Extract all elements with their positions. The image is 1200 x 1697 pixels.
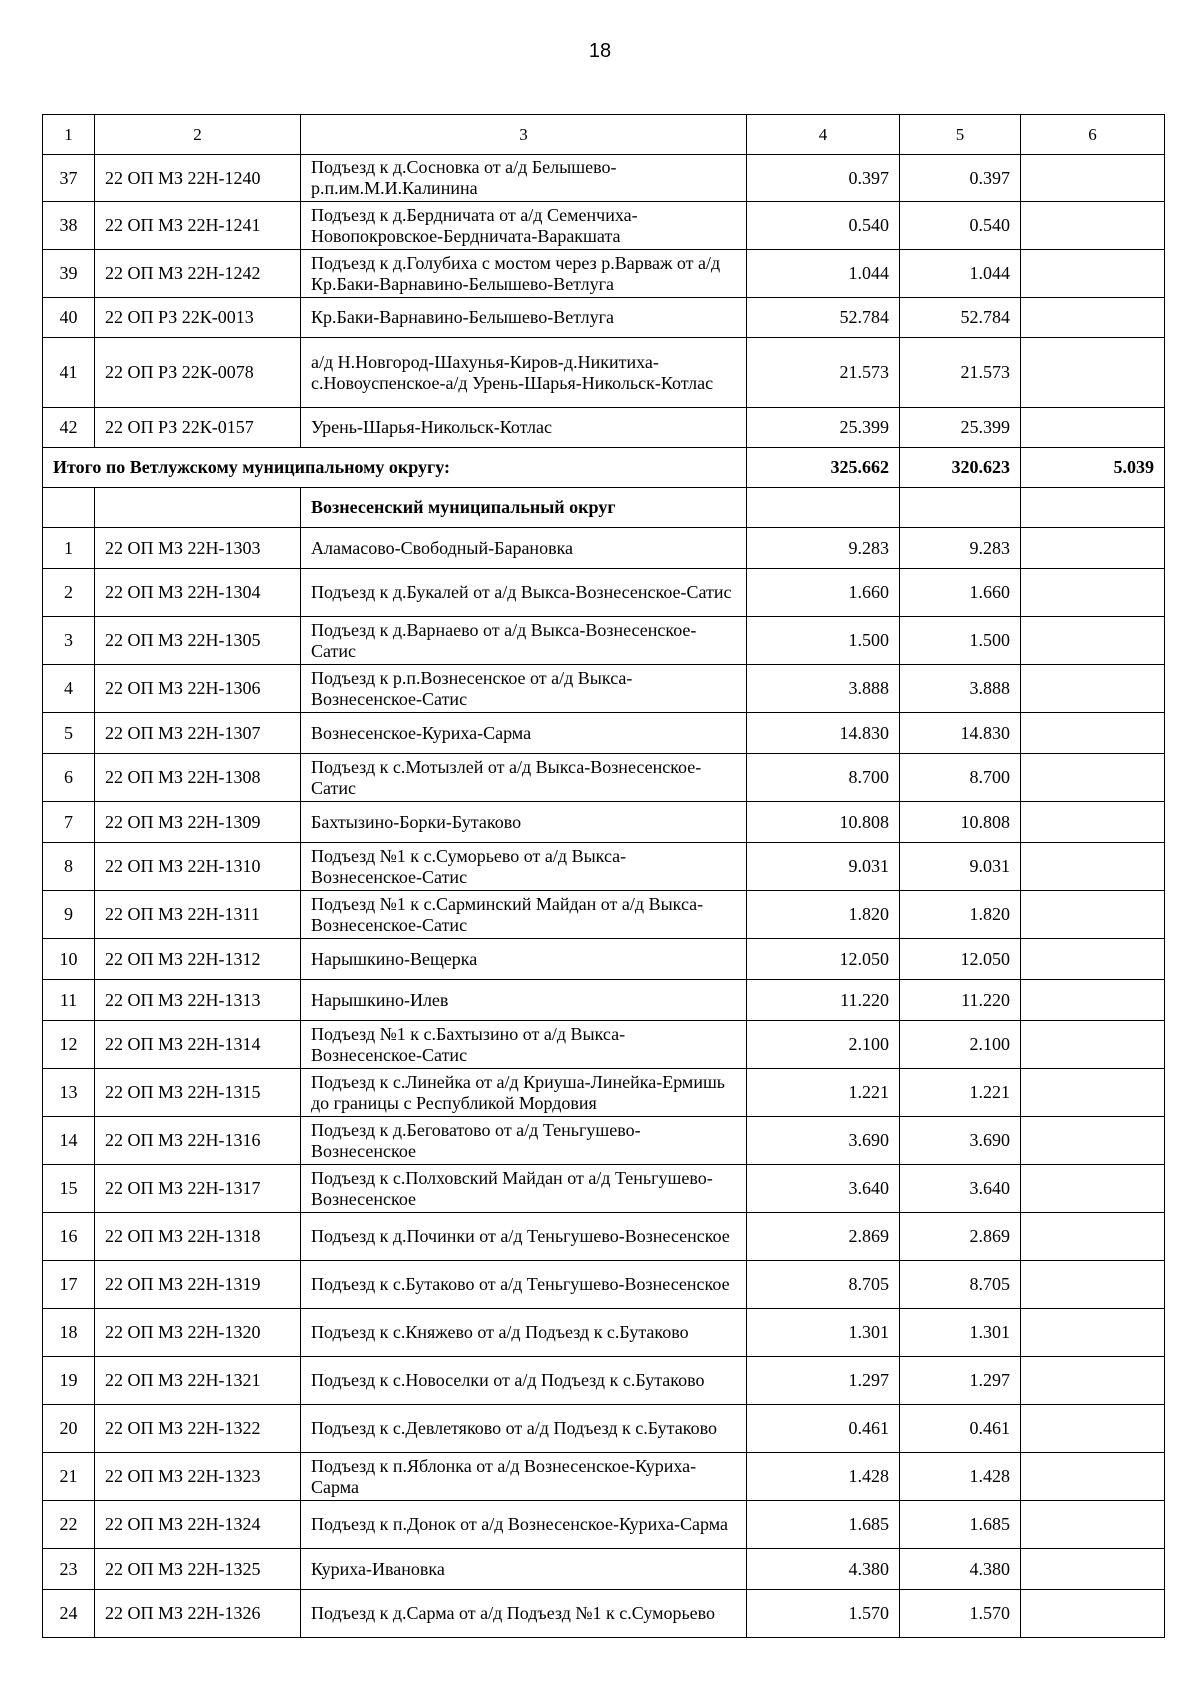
row-number: 3 xyxy=(43,617,95,665)
length-col4: 1.500 xyxy=(747,617,900,665)
length-col6 xyxy=(1021,155,1165,202)
length-col5: 8.705 xyxy=(900,1261,1021,1309)
length-col4: 1.301 xyxy=(747,1309,900,1357)
row-number: 40 xyxy=(43,298,95,338)
road-code: 22 ОП МЗ 22Н-1321 xyxy=(95,1357,301,1405)
length-col5: 1.301 xyxy=(900,1309,1021,1357)
length-col5: 3.640 xyxy=(900,1165,1021,1213)
road-code: 22 ОП РЗ 22К-0013 xyxy=(95,298,301,338)
road-code: 22 ОП МЗ 22Н-1312 xyxy=(95,939,301,980)
table-row xyxy=(43,1357,1165,1405)
table-row xyxy=(43,1069,1165,1117)
road-name: Подъезд к д.Бердничата от а/д Семенчиха-Новопокровское-Бердничата-Варакшата xyxy=(301,202,747,250)
table-row xyxy=(43,1501,1165,1549)
row-number: 8 xyxy=(43,843,95,891)
road-code: 22 ОП МЗ 22Н-1308 xyxy=(95,754,301,802)
table-row xyxy=(43,939,1165,980)
length-col5: 21.573 xyxy=(900,338,1021,408)
length-col4: 1.297 xyxy=(747,1357,900,1405)
row-number: 38 xyxy=(43,202,95,250)
length-col5: 9.283 xyxy=(900,528,1021,569)
road-code: 22 ОП МЗ 22Н-1323 xyxy=(95,1453,301,1501)
road-name: Подъезд к д.Варнаево от а/д Выкса-Вознесенское-Сатис xyxy=(301,617,747,665)
length-col5: 11.220 xyxy=(900,980,1021,1021)
table-row xyxy=(43,1405,1165,1453)
road-code: 22 ОП МЗ 22Н-1325 xyxy=(95,1549,301,1590)
table-row xyxy=(43,1309,1165,1357)
road-name: Бахтызино-Борки-Бутаково xyxy=(301,802,747,843)
table-row xyxy=(43,298,1165,338)
length-col5: 2.100 xyxy=(900,1021,1021,1069)
table-row xyxy=(43,891,1165,939)
road-code: 22 ОП МЗ 22Н-1240 xyxy=(95,155,301,202)
row-number: 17 xyxy=(43,1261,95,1309)
length-col4: 2.100 xyxy=(747,1021,900,1069)
length-col4: 8.705 xyxy=(747,1261,900,1309)
row-number: 20 xyxy=(43,1405,95,1453)
length-col6 xyxy=(1021,569,1165,617)
road-code: 22 ОП МЗ 22Н-1310 xyxy=(95,843,301,891)
length-col4: 11.220 xyxy=(747,980,900,1021)
row-number: 21 xyxy=(43,1453,95,1501)
road-name: Подъезд к с.Бутаково от а/д Теньгушево-Вознесенское xyxy=(301,1261,747,1309)
table-row xyxy=(43,1117,1165,1165)
length-col4: 0.540 xyxy=(747,202,900,250)
row-number: 24 xyxy=(43,1590,95,1638)
length-col5: 1.428 xyxy=(900,1453,1021,1501)
row-number: 41 xyxy=(43,338,95,408)
length-col6 xyxy=(1021,250,1165,298)
row-number: 2 xyxy=(43,569,95,617)
road-code: 22 ОП МЗ 22Н-1318 xyxy=(95,1213,301,1261)
road-name: Нарышкино-Вещерка xyxy=(301,939,747,980)
road-code: 22 ОП МЗ 22Н-1306 xyxy=(95,665,301,713)
row-number: 1 xyxy=(43,528,95,569)
length-col4: 0.397 xyxy=(747,155,900,202)
road-name: Подъезд к д.Сарма от а/д Подъезд №1 к с.Суморьево xyxy=(301,1590,747,1638)
length-col6 xyxy=(1021,1213,1165,1261)
length-col5: 25.399 xyxy=(900,408,1021,448)
section-title: Вознесенский муниципальный округ xyxy=(301,488,747,528)
road-name: а/д Н.Новгород-Шахунья-Киров-д.Никитиха-с.Новоуспенское-а/д Урень-Шарья-Никольск-Котлас xyxy=(301,338,747,408)
road-name: Подъезд к д.Голубиха с мостом через р.Варваж от а/д Кр.Баки-Варнавино-Белышево-Ветлуга xyxy=(301,250,747,298)
total-row xyxy=(43,448,1165,488)
road-name: Подъезд к с.Княжево от а/д Подъезд к с.Бутаково xyxy=(301,1309,747,1357)
road-name: Подъезд к д.Букалей от а/д Выкса-Вознесенское-Сатис xyxy=(301,569,747,617)
table-row xyxy=(43,980,1165,1021)
length-col4: 4.380 xyxy=(747,1549,900,1590)
length-col5: 3.690 xyxy=(900,1117,1021,1165)
total-label: Итого по Ветлужскому муниципальному округу: xyxy=(43,448,747,488)
road-name: Вознесенское-Куриха-Сарма xyxy=(301,713,747,754)
section-empty-cell xyxy=(43,488,95,528)
length-col5: 1.044 xyxy=(900,250,1021,298)
length-col6 xyxy=(1021,298,1165,338)
length-col5: 8.700 xyxy=(900,754,1021,802)
length-col4: 14.830 xyxy=(747,713,900,754)
length-col5: 1.820 xyxy=(900,891,1021,939)
road-code: 22 ОП МЗ 22Н-1305 xyxy=(95,617,301,665)
length-col6 xyxy=(1021,1021,1165,1069)
length-col5: 3.888 xyxy=(900,665,1021,713)
table-row xyxy=(43,665,1165,713)
length-col6 xyxy=(1021,1165,1165,1213)
row-number: 9 xyxy=(43,891,95,939)
road-name: Подъезд к с.Мотызлей от а/д Выкса-Вознесенское-Сатис xyxy=(301,754,747,802)
road-code: 22 ОП МЗ 22Н-1315 xyxy=(95,1069,301,1117)
table-row xyxy=(43,1261,1165,1309)
table-row xyxy=(43,1453,1165,1501)
road-name: Подъезд №1 к с.Суморьево от а/д Выкса-Вознесенское-Сатис xyxy=(301,843,747,891)
row-number: 4 xyxy=(43,665,95,713)
row-number: 5 xyxy=(43,713,95,754)
length-col5: 12.050 xyxy=(900,939,1021,980)
road-name: Подъезд к д.Сосновка от а/д Белышево-р.п.им.М.И.Калинина xyxy=(301,155,747,202)
length-col5: 4.380 xyxy=(900,1549,1021,1590)
table-row xyxy=(43,1165,1165,1213)
road-name: Подъезд к с.Линейка от а/д Криуша-Линейка-Ермишь до границы с Республикой Мордовия xyxy=(301,1069,747,1117)
row-number: 15 xyxy=(43,1165,95,1213)
header-cell: 5 xyxy=(900,115,1021,155)
length-col6 xyxy=(1021,754,1165,802)
row-number: 13 xyxy=(43,1069,95,1117)
road-name: Подъезд к с.Девлетяково от а/д Подъезд к с.Бутаково xyxy=(301,1405,747,1453)
table-row xyxy=(43,155,1165,202)
table-row xyxy=(43,569,1165,617)
row-number: 19 xyxy=(43,1357,95,1405)
row-number: 42 xyxy=(43,408,95,448)
road-code: 22 ОП МЗ 22Н-1241 xyxy=(95,202,301,250)
length-col6 xyxy=(1021,939,1165,980)
header-cell: 1 xyxy=(43,115,95,155)
length-col4: 1.428 xyxy=(747,1453,900,1501)
section-empty-cell xyxy=(900,488,1021,528)
road-name: Подъезд к п.Донок от а/д Вознесенское-Куриха-Сарма xyxy=(301,1501,747,1549)
length-col6 xyxy=(1021,843,1165,891)
length-col6 xyxy=(1021,891,1165,939)
length-col5: 0.397 xyxy=(900,155,1021,202)
length-col6 xyxy=(1021,338,1165,408)
table-row xyxy=(43,754,1165,802)
length-col6 xyxy=(1021,202,1165,250)
length-col5: 14.830 xyxy=(900,713,1021,754)
section-empty-cell xyxy=(95,488,301,528)
length-col5: 1.221 xyxy=(900,1069,1021,1117)
length-col4: 3.888 xyxy=(747,665,900,713)
length-col4: 2.869 xyxy=(747,1213,900,1261)
road-code: 22 ОП МЗ 22Н-1320 xyxy=(95,1309,301,1357)
total-col5: 320.623 xyxy=(900,448,1021,488)
table-row xyxy=(43,617,1165,665)
row-number: 23 xyxy=(43,1549,95,1590)
table-row xyxy=(43,528,1165,569)
road-name: Подъезд к п.Яблонка от а/д Вознесенское-Куриха-Сарма xyxy=(301,1453,747,1501)
road-name: Подъезд №1 к с.Сарминский Майдан от а/д Выкса-Вознесенское-Сатис xyxy=(301,891,747,939)
road-code: 22 ОП МЗ 22Н-1316 xyxy=(95,1117,301,1165)
row-number: 12 xyxy=(43,1021,95,1069)
length-col6 xyxy=(1021,1453,1165,1501)
road-name: Подъезд к с.Полховский Майдан от а/д Теньгушево-Вознесенское xyxy=(301,1165,747,1213)
length-col5: 1.660 xyxy=(900,569,1021,617)
total-col4: 325.662 xyxy=(747,448,900,488)
row-number: 22 xyxy=(43,1501,95,1549)
row-number: 18 xyxy=(43,1309,95,1357)
road-code: 22 ОП МЗ 22Н-1311 xyxy=(95,891,301,939)
length-col6 xyxy=(1021,1309,1165,1357)
road-name: Подъезд к д.Беговатово от а/д Теньгушево-Вознесенское xyxy=(301,1117,747,1165)
length-col6 xyxy=(1021,1405,1165,1453)
row-number: 10 xyxy=(43,939,95,980)
length-col4: 10.808 xyxy=(747,802,900,843)
roads-table xyxy=(42,114,1165,1638)
length-col4: 1.221 xyxy=(747,1069,900,1117)
row-number: 16 xyxy=(43,1213,95,1261)
row-number: 39 xyxy=(43,250,95,298)
road-name: Аламасово-Свободный-Барановка xyxy=(301,528,747,569)
length-col4: 1.820 xyxy=(747,891,900,939)
table-row xyxy=(43,408,1165,448)
table-row xyxy=(43,843,1165,891)
road-code: 22 ОП МЗ 22Н-1319 xyxy=(95,1261,301,1309)
length-col4: 12.050 xyxy=(747,939,900,980)
length-col5: 1.297 xyxy=(900,1357,1021,1405)
section-empty-cell xyxy=(747,488,900,528)
total-col6: 5.039 xyxy=(1021,448,1165,488)
road-name: Нарышкино-Илев xyxy=(301,980,747,1021)
header-cell: 3 xyxy=(301,115,747,155)
length-col6 xyxy=(1021,1261,1165,1309)
row-number: 6 xyxy=(43,754,95,802)
table-row xyxy=(43,1549,1165,1590)
length-col6 xyxy=(1021,408,1165,448)
road-name: Подъезд к д.Починки от а/д Теньгушево-Вознесенское xyxy=(301,1213,747,1261)
header-row xyxy=(43,115,1165,155)
table-row xyxy=(43,1590,1165,1638)
road-name: Подъезд к р.п.Вознесенское от а/д Выкса-Вознесенское-Сатис xyxy=(301,665,747,713)
road-code: 22 ОП МЗ 22Н-1303 xyxy=(95,528,301,569)
length-col5: 1.500 xyxy=(900,617,1021,665)
length-col6 xyxy=(1021,1069,1165,1117)
length-col5: 52.784 xyxy=(900,298,1021,338)
road-code: 22 ОП МЗ 22Н-1324 xyxy=(95,1501,301,1549)
road-name: Куриха-Ивановка xyxy=(301,1549,747,1590)
road-code: 22 ОП МЗ 22Н-1313 xyxy=(95,980,301,1021)
section-empty-cell xyxy=(1021,488,1165,528)
length-col6 xyxy=(1021,713,1165,754)
length-col6 xyxy=(1021,528,1165,569)
length-col4: 1.044 xyxy=(747,250,900,298)
road-name: Подъезд №1 к с.Бахтызино от а/д Выкса-Вознесенское-Сатис xyxy=(301,1021,747,1069)
length-col6 xyxy=(1021,1590,1165,1638)
road-code: 22 ОП РЗ 22К-0078 xyxy=(95,338,301,408)
road-name: Подъезд к с.Новоселки от а/д Подъезд к с.Бутаково xyxy=(301,1357,747,1405)
row-number: 11 xyxy=(43,980,95,1021)
table-row xyxy=(43,202,1165,250)
page-number: 18 xyxy=(588,40,612,62)
length-col6 xyxy=(1021,617,1165,665)
road-code: 22 ОП МЗ 22Н-1242 xyxy=(95,250,301,298)
length-col4: 9.283 xyxy=(747,528,900,569)
table-row xyxy=(43,338,1165,408)
road-name: Урень-Шарья-Никольск-Котлас xyxy=(301,408,747,448)
row-number: 37 xyxy=(43,155,95,202)
header-cell: 4 xyxy=(747,115,900,155)
length-col5: 9.031 xyxy=(900,843,1021,891)
road-code: 22 ОП МЗ 22Н-1304 xyxy=(95,569,301,617)
length-col4: 9.031 xyxy=(747,843,900,891)
header-cell: 2 xyxy=(95,115,301,155)
length-col5: 2.869 xyxy=(900,1213,1021,1261)
length-col6 xyxy=(1021,1357,1165,1405)
length-col4: 3.640 xyxy=(747,1165,900,1213)
length-col6 xyxy=(1021,1501,1165,1549)
length-col6 xyxy=(1021,1549,1165,1590)
length-col4: 21.573 xyxy=(747,338,900,408)
table-row xyxy=(43,1021,1165,1069)
length-col6 xyxy=(1021,802,1165,843)
table-row xyxy=(43,713,1165,754)
header-cell: 6 xyxy=(1021,115,1165,155)
length-col4: 1.570 xyxy=(747,1590,900,1638)
length-col6 xyxy=(1021,1117,1165,1165)
section-row xyxy=(43,488,1165,528)
length-col4: 1.660 xyxy=(747,569,900,617)
length-col4: 0.461 xyxy=(747,1405,900,1453)
length-col4: 3.690 xyxy=(747,1117,900,1165)
length-col6 xyxy=(1021,980,1165,1021)
table-row xyxy=(43,1213,1165,1261)
table-row xyxy=(43,250,1165,298)
road-code: 22 ОП МЗ 22Н-1307 xyxy=(95,713,301,754)
road-code: 22 ОП МЗ 22Н-1309 xyxy=(95,802,301,843)
length-col4: 1.685 xyxy=(747,1501,900,1549)
length-col5: 10.808 xyxy=(900,802,1021,843)
length-col6 xyxy=(1021,665,1165,713)
length-col4: 25.399 xyxy=(747,408,900,448)
road-code: 22 ОП МЗ 22Н-1314 xyxy=(95,1021,301,1069)
road-code: 22 ОП МЗ 22Н-1322 xyxy=(95,1405,301,1453)
length-col5: 1.570 xyxy=(900,1590,1021,1638)
road-code: 22 ОП МЗ 22Н-1326 xyxy=(95,1590,301,1638)
row-number: 7 xyxy=(43,802,95,843)
row-number: 14 xyxy=(43,1117,95,1165)
road-name: Кр.Баки-Варнавино-Белышево-Ветлуга xyxy=(301,298,747,338)
table-row xyxy=(43,802,1165,843)
length-col5: 0.540 xyxy=(900,202,1021,250)
length-col4: 8.700 xyxy=(747,754,900,802)
road-code: 22 ОП МЗ 22Н-1317 xyxy=(95,1165,301,1213)
length-col5: 0.461 xyxy=(900,1405,1021,1453)
road-code: 22 ОП РЗ 22К-0157 xyxy=(95,408,301,448)
length-col5: 1.685 xyxy=(900,1501,1021,1549)
length-col4: 52.784 xyxy=(747,298,900,338)
